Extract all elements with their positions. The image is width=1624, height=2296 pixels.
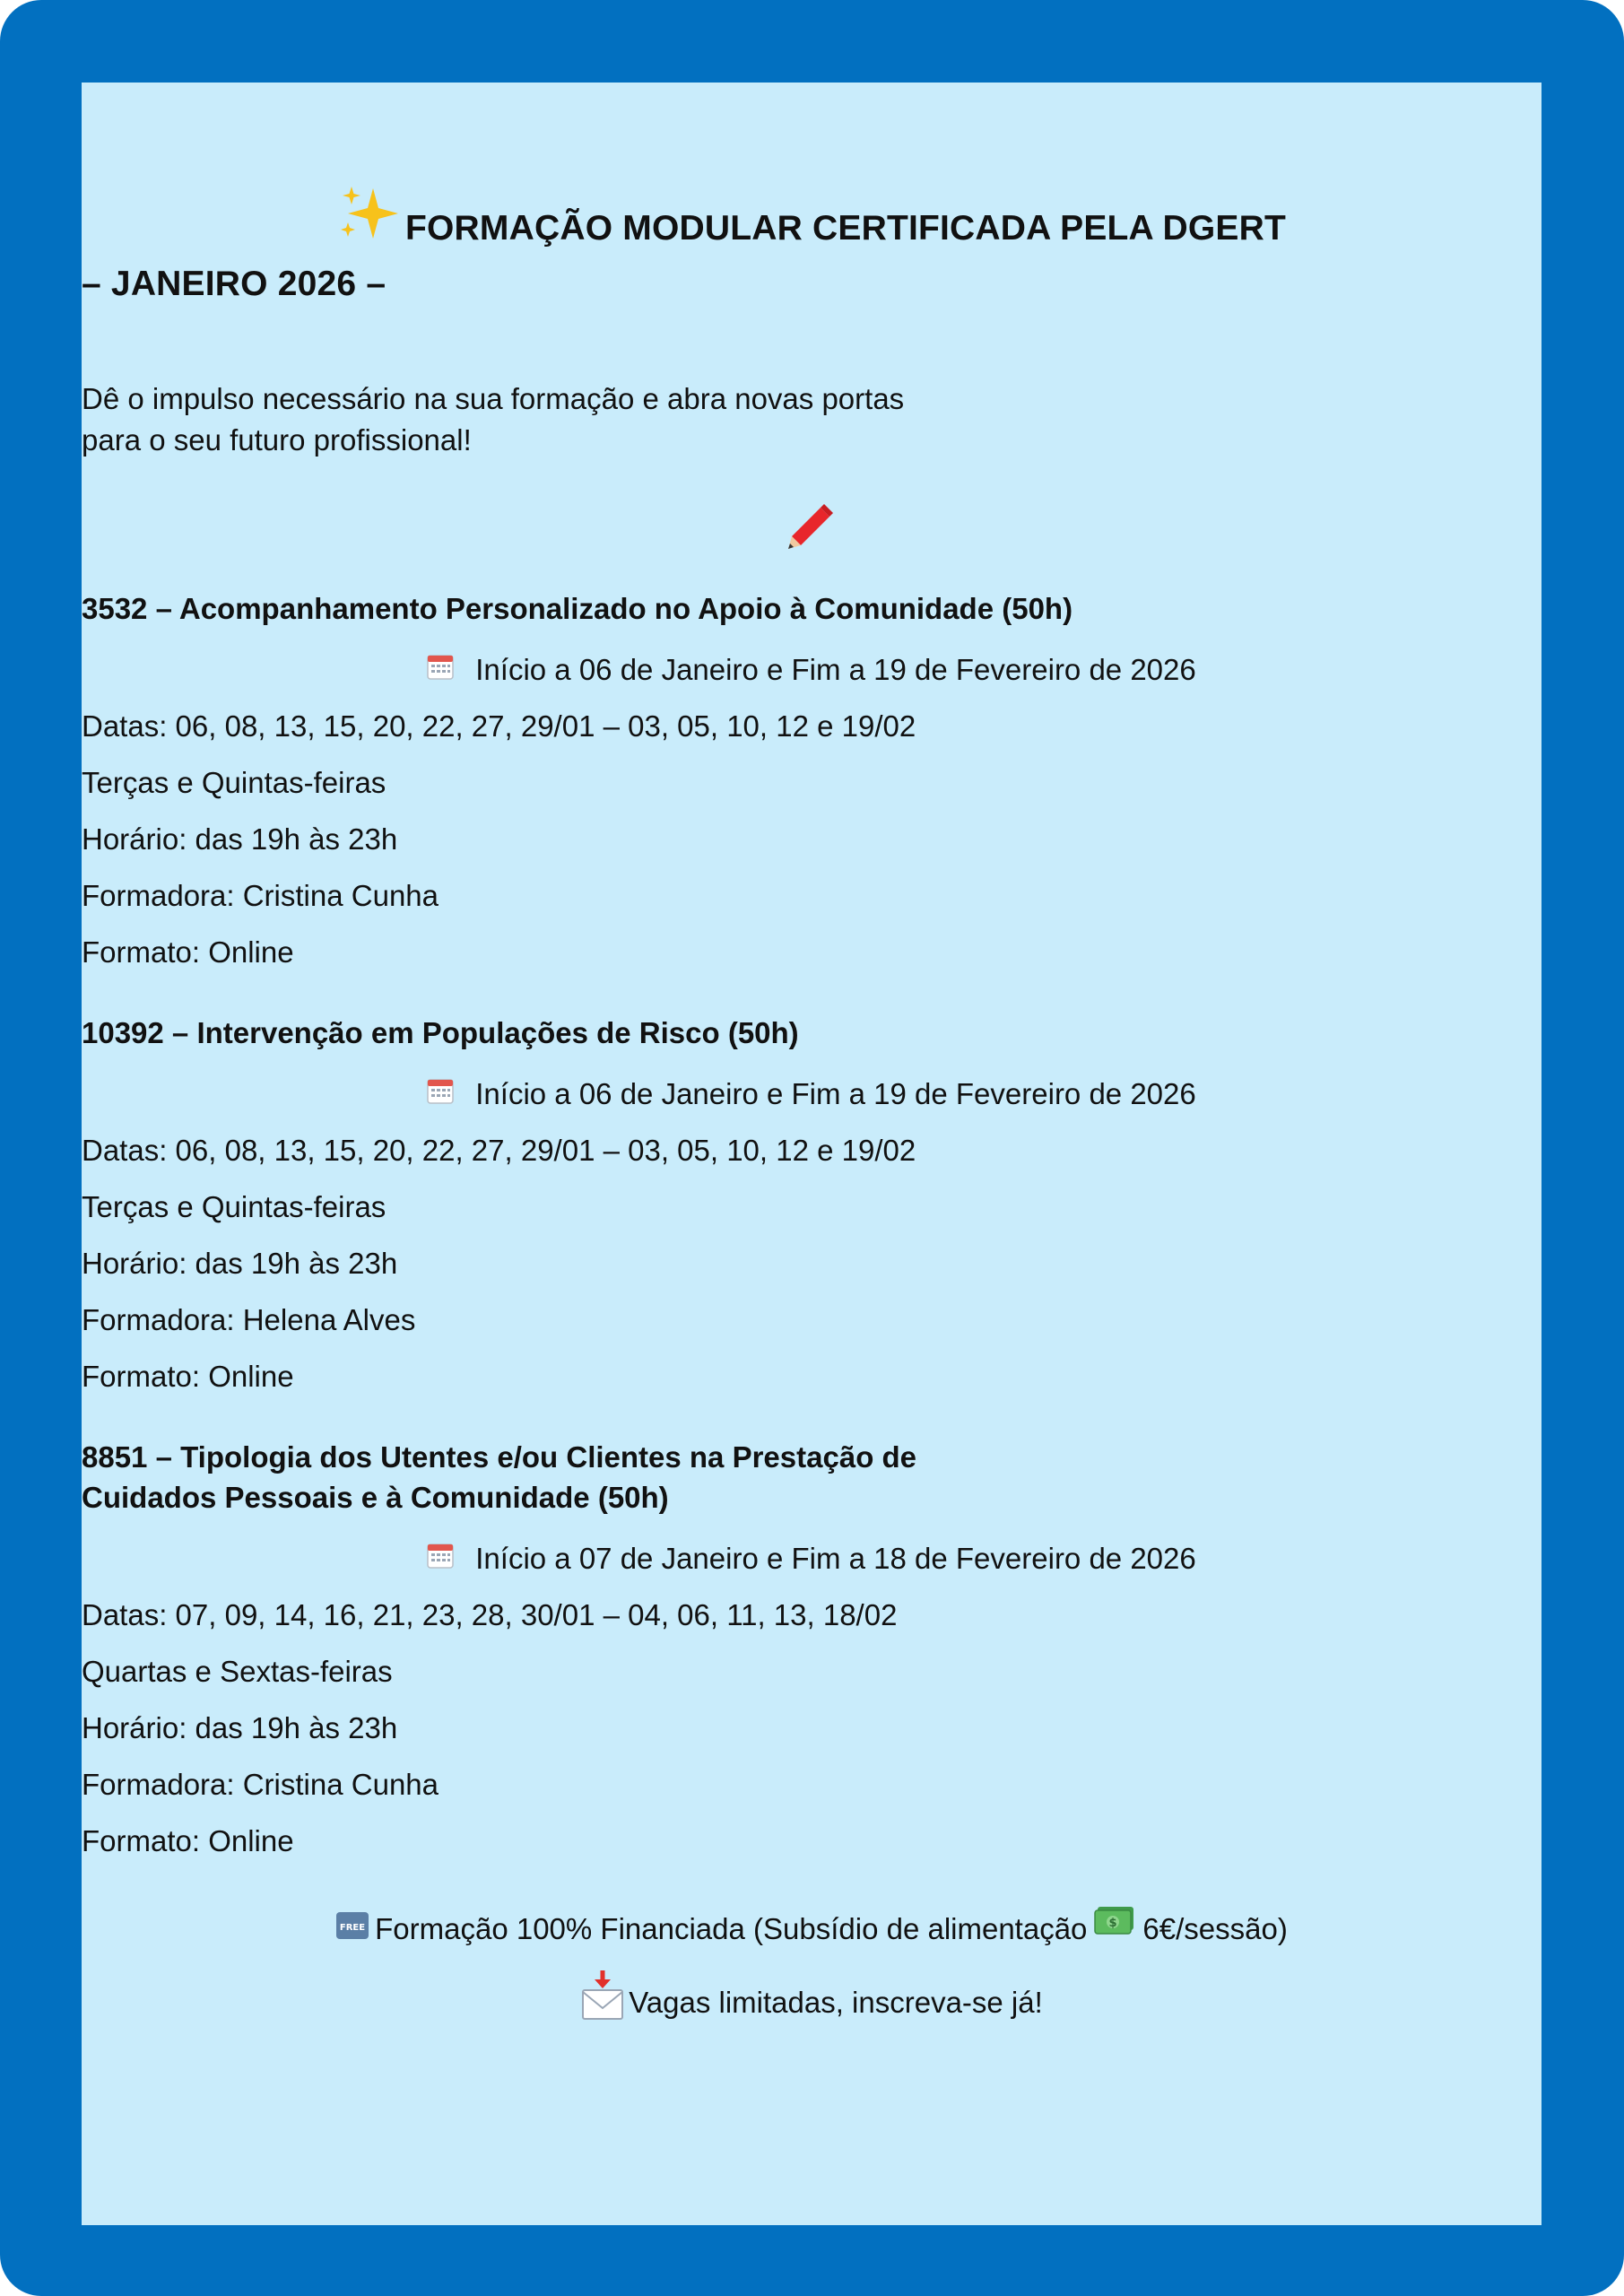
course-period-text: Início a 06 de Janeiro e Fim a 19 de Fevereiro de 2026 (475, 653, 1196, 686)
calendar-icon (427, 1077, 454, 1104)
course-period (82, 641, 1541, 698)
subtitle-line-1: Dê o impulso necessário na sua formação e abra novas portas (82, 382, 905, 415)
course-3532 (82, 588, 1541, 980)
course-schedule: Horário: das 19h às 23h (82, 1711, 398, 1744)
funding-line (82, 1902, 1541, 1956)
calendar-icon (427, 653, 454, 680)
course-title-line-1: 8851 – Tipologia dos Utentes e/ou Clientes na Prestação de (82, 1440, 917, 1474)
course-trainer: Formadora: Cristina Cunha (82, 879, 439, 912)
cta-text: Vagas limitadas, inscreva-se já! (629, 1986, 1043, 2019)
sparkles-icon (337, 183, 402, 248)
funding-amount: 6€/sessão) (1142, 1912, 1288, 1945)
title-line-2: – JANEIRO 2026 – (82, 265, 386, 303)
course-days: Terças e Quintas-feiras (82, 766, 386, 799)
subtitle (82, 378, 1541, 461)
course-trainer: Formadora: Helena Alves (82, 1303, 416, 1336)
course-schedule: Horário: das 19h às 23h (82, 1247, 398, 1280)
subtitle-line-2: para o seu futuro profissional! (82, 423, 472, 457)
course-trainer: Formadora: Cristina Cunha (82, 1768, 439, 1801)
course-period-text: Início a 07 de Janeiro e Fim a 18 de Fevereiro de 2026 (475, 1542, 1196, 1575)
course-format: Formato: Online (82, 1824, 294, 1857)
poster-panel (82, 83, 1541, 2225)
money-icon (1094, 1905, 1135, 1935)
title-line-1: FORMAÇÃO MODULAR CERTIFICADA PELA DGERT (404, 209, 1287, 248)
calendar-icon (427, 1542, 454, 1569)
course-schedule: Horário: das 19h às 23h (82, 822, 398, 856)
cta-line (82, 1976, 1541, 2030)
course-period (82, 1065, 1541, 1122)
course-days: Terças e Quintas-feiras (82, 1190, 386, 1223)
course-dates: Datas: 07, 09, 14, 16, 21, 23, 28, 30/01 – 04, 06, 11, 13, 18/02 (82, 1598, 898, 1631)
funding-text: Formação 100% Financiada (Subsídio de alimentação (375, 1912, 1088, 1945)
course-period-text: Início a 06 de Janeiro e Fim a 19 de Fevereiro de 2026 (475, 1077, 1196, 1110)
course-dates: Datas: 06, 08, 13, 15, 20, 22, 27, 29/01 – 03, 05, 10, 12 e 19/02 (82, 1134, 916, 1167)
svg-text:$: $ (1108, 1917, 1117, 1930)
course-period (82, 1530, 1541, 1587)
course-dates: Datas: 06, 08, 13, 15, 20, 22, 27, 29/01 – 03, 05, 10, 12 e 19/02 (82, 709, 916, 743)
course-title-line-2: Cuidados Pessoais e à Comunidade (50h) (82, 1481, 669, 1514)
course-days: Quartas e Sextas-feiras (82, 1655, 393, 1688)
pencil-icon (785, 504, 833, 552)
course-title: 3532 – Acompanhamento Personalizado no Apoio à Comunidade (50h) (82, 592, 1073, 625)
svg-text:FREE: FREE (340, 1923, 366, 1933)
course-format: Formato: Online (82, 935, 294, 969)
course-format: Formato: Online (82, 1360, 294, 1393)
free-icon (335, 1911, 369, 1940)
course-8851 (82, 1437, 1541, 1869)
envelope-icon (580, 1970, 625, 2021)
page-title (82, 192, 1541, 312)
course-10392 (82, 1013, 1541, 1405)
course-title: 10392 – Intervenção em Populações de Risco (50h) (82, 1016, 799, 1049)
